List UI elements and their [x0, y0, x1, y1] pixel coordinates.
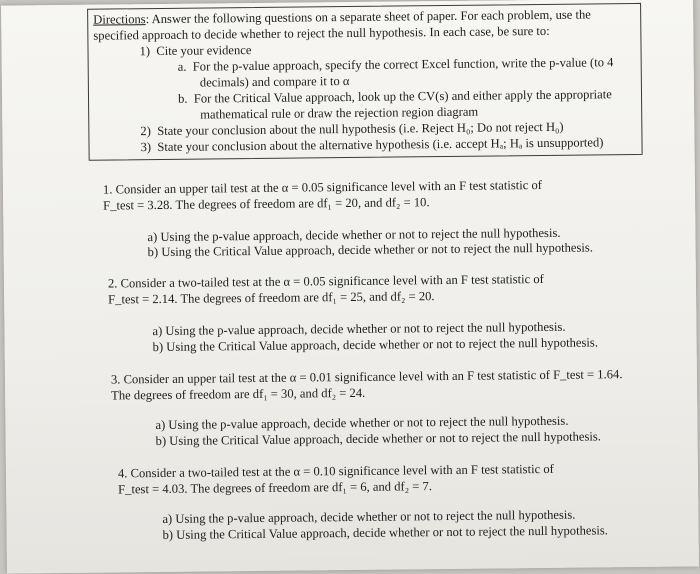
problem-1-part-a: a) Using the p-value approach, decide whether or not to reject the null hypothesis. — [147, 225, 561, 245]
problem-3-part-a: a) Using the p-value approach, decide whether or not to reject the null hypothesis. — [155, 413, 569, 433]
problem-4-statement-2: F_test = 4.03. The degrees of freedom are df₁ = 6, and df₂ = 7. — [118, 479, 433, 497]
directions-item: 3) State your conclusion about the alternative hypothesis (i.e. accept Hₐ; Hₐ is unsupported) — [140, 135, 604, 155]
problem-1-statement-2: F_test = 3.28. The degrees of freedom are df₁ = 20, and df₂ = 10. — [103, 195, 430, 213]
directions-item: b. For the Critical Value approach, look up the CV(s) and either apply the appropriate — [177, 87, 612, 106]
problem-2-part-a: a) Using the p-value approach, decide whether or not to reject the null hypothesis. — [152, 319, 566, 339]
directions-item: 2) State your conclusion about the null hypothesis (i.e. Reject H₀; Do not reject H₀) — [140, 119, 564, 139]
problem-3-statement-2: The degrees of freedom are df₁ = 30, and df₂ = 24. — [111, 385, 366, 403]
worksheet-page — [1, 0, 699, 574]
directions-label: Directions — [93, 12, 146, 27]
problem-3-statement: 3. Consider an upper tail test at the α = 0.01 significance level with an F test statistic of F_test = 1.64. — [110, 367, 623, 387]
problem-3-part-b: b) Using the Critical Value approach, decide whether or not to reject the null hypothesis. — [155, 429, 601, 449]
directions-item: a. For the p-value approach, specify the correct Excel function, write the p-value (to 4 — [177, 55, 614, 74]
directions-line-2: specified approach to decide whether to reject the null hypothesis. In each case, be sure to: — [93, 23, 550, 43]
problem-2-statement: 2. Consider a two-tailed test at the α = 0.05 significance level with an F test statistic of — [107, 271, 544, 291]
directions-item: decimals) and compare it to α — [199, 73, 350, 90]
directions-item: mathematical rule or draw the rejection region diagram — [200, 104, 479, 122]
problem-1-part-b: b) Using the Critical Value approach, decide whether or not to reject the null hypothesis. — [147, 240, 594, 260]
problem-4-statement: 4. Consider a two-tailed test at the α = 0.10 significance level with an F test statistic of — [117, 461, 554, 481]
directions-item: 1) Cite your evidence — [139, 43, 252, 59]
problem-1-statement: 1. Consider an upper tail test at the α = 0.05 significance level with an F test statistic of — [102, 177, 543, 197]
problem-2-statement-2: F_test = 2.14. The degrees of freedom are df₁ = 25, and df₂ = 20. — [108, 289, 435, 307]
directions-line-1: Directions: Answer the following questions on a separate sheet of paper. For each problem, use the — [93, 7, 591, 27]
problem-4-part-a: a) Using the p-value approach, decide whether or not to reject the null hypothesis. — [162, 507, 576, 526]
problem-4-part-b: b) Using the Critical Value approach, decide whether or not to reject the null hypothesis. — [162, 523, 608, 542]
problem-2-part-b: b) Using the Critical Value approach, decide whether or not to reject the null hypothesis. — [152, 335, 599, 355]
